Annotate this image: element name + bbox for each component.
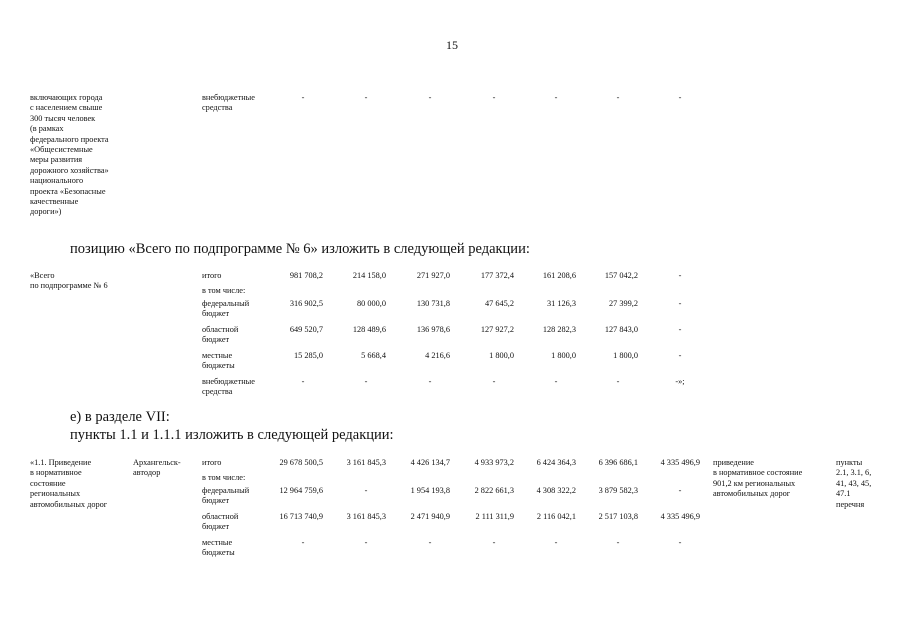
text-line: «Всего (30, 271, 55, 280)
value-cell: 271 927,0 (416, 271, 450, 280)
block3-left-cell (30, 458, 140, 510)
value-cell: 1 800,0 (613, 351, 638, 360)
value-cell: 157 042,2 (604, 271, 638, 280)
value-cell: 1 800,0 (551, 351, 576, 360)
value-cell: - (678, 486, 682, 495)
result-line: автомобильных дорог (713, 489, 791, 499)
value-cell: - (616, 538, 620, 547)
label-line: местные (202, 538, 233, 547)
value-cell: - (678, 299, 682, 308)
text-line: в нормативное (30, 468, 82, 478)
value-cell: - (428, 377, 432, 386)
items-line: 2.1, 3.1, 6, (836, 468, 872, 478)
value-cell: - (554, 377, 558, 386)
block3-items-cell (836, 458, 896, 510)
value-cell: 3 161 845,3 (346, 458, 386, 467)
text-line: автомобильных дорог (30, 499, 108, 509)
label-line: областной (202, 512, 239, 521)
block3-result-cell (713, 458, 823, 500)
text-line: (в рамках (30, 124, 64, 134)
text-line: меры развития (30, 155, 83, 165)
items-line: 47.1 (836, 489, 851, 499)
text-line: включающих города (30, 93, 103, 102)
result-line: 901,2 км региональных (713, 478, 796, 488)
value-cell: - (678, 93, 682, 102)
result-line: приведение (713, 458, 754, 467)
text-line: дорожного хозяйства» (30, 165, 109, 175)
value-cell: -»; (675, 377, 685, 386)
value-cell: 5 668,4 (361, 351, 386, 360)
value-cell: 47 645,2 (484, 299, 514, 308)
executor-line: автодор (133, 468, 161, 478)
label-line: бюджет (202, 335, 230, 345)
label-line: местные (202, 351, 233, 360)
value-cell: - (492, 538, 496, 547)
value-cell: 136 978,6 (416, 325, 450, 334)
value-cell: - (678, 538, 682, 547)
value-cell: 15 285,0 (293, 351, 323, 360)
value-cell: 1 954 193,8 (410, 486, 450, 495)
label-line: итого (202, 271, 222, 280)
label-line: итого (202, 458, 222, 467)
value-cell: 6 396 686,1 (598, 458, 638, 467)
row-label (202, 377, 282, 398)
value-cell: 80 000,0 (356, 299, 386, 308)
value-cell: 4 426 134,7 (410, 458, 450, 467)
row-label (202, 473, 282, 483)
value-cell: 1 800,0 (489, 351, 514, 360)
label-line: средства (202, 387, 233, 397)
text-line: «1.1. Приведение (30, 458, 92, 467)
label-line: федеральный (202, 486, 250, 495)
label-line: областной (202, 325, 239, 334)
items-line: пункты (836, 458, 863, 467)
result-line: в нормативное состояние (713, 468, 803, 478)
block3-executor-cell (133, 458, 203, 479)
value-cell: 3 161 845,3 (346, 512, 386, 521)
value-cell: - (492, 377, 496, 386)
value-cell: 130 731,8 (416, 299, 450, 308)
page-number: 15 (446, 38, 458, 52)
value-cell: 214 158,0 (352, 271, 386, 280)
value-cell: - (301, 93, 305, 102)
value-cell: 127 843,0 (604, 325, 638, 334)
value-cell: 128 282,3 (542, 325, 576, 334)
value-cell: 981 708,2 (289, 271, 323, 280)
value-cell: 4 335 496,9 (660, 512, 700, 521)
value-cell: 2 517 103,8 (598, 512, 638, 521)
value-cell: - (616, 93, 620, 102)
label-line: в том числе: (202, 286, 246, 295)
value-cell: 4 335 496,9 (660, 458, 700, 467)
heading-total-subprogram: позицию «Всего по подпрограмме № 6» изложить в следующей редакции: (70, 241, 530, 257)
value-cell: 2 471 940,9 (410, 512, 450, 521)
value-cell: 127 927,2 (480, 325, 514, 334)
value-cell: 4 933 973,2 (474, 458, 514, 467)
value-cell: 316 902,5 (289, 299, 323, 308)
executor-line: Архангельск- (133, 458, 181, 467)
label-line: бюджеты (202, 548, 235, 558)
label-line: бюджеты (202, 361, 235, 371)
label-line: бюджет (202, 496, 230, 506)
source-line: средства (202, 103, 233, 113)
value-cell: 177 372,4 (480, 271, 514, 280)
heading-section-vii: е) в разделе VII: (70, 409, 170, 425)
value-cell: 27 399,2 (608, 299, 638, 308)
value-cell: - (428, 538, 432, 547)
label-line: внебюджетные (202, 377, 255, 386)
text-line: дороги») (30, 207, 62, 217)
value-cell: 16 713 740,9 (279, 512, 323, 521)
text-line: с населением свыше (30, 103, 103, 113)
block1-left-cell (30, 93, 150, 218)
value-cell: 31 126,3 (546, 299, 576, 308)
text-line: состояние (30, 478, 66, 488)
value-cell: - (428, 93, 432, 102)
value-cell: - (364, 486, 368, 495)
text-line: по подпрограмме № 6 (30, 281, 108, 291)
text-line: 300 тысяч человек (30, 113, 96, 123)
value-cell: - (301, 538, 305, 547)
value-cell: - (678, 351, 682, 360)
text-line: проекта «Безопасные (30, 186, 106, 196)
text-line: национального (30, 176, 84, 186)
value-cell: 29 678 500,5 (279, 458, 323, 467)
value-cell: 4 216,6 (425, 351, 450, 360)
text-line: качественные (30, 197, 79, 207)
value-cell: 3 879 582,3 (598, 486, 638, 495)
heading-items-replace: пункты 1.1 и 1.1.1 изложить в следующей редакции: (70, 427, 394, 443)
block1-source-cell (202, 93, 282, 114)
label-line: бюджет (202, 309, 230, 319)
value-cell: 2 111 311,9 (475, 512, 514, 521)
value-cell: 2 116 042,1 (536, 512, 576, 521)
value-cell: - (616, 377, 620, 386)
value-cell: - (301, 377, 305, 386)
row-label (202, 538, 282, 559)
value-cell: - (492, 93, 496, 102)
row-label (202, 286, 282, 296)
value-cell: 649 520,7 (289, 325, 323, 334)
value-cell: 6 424 364,3 (536, 458, 576, 467)
items-line: 41, 43, 45, (836, 478, 872, 488)
value-cell: - (554, 93, 558, 102)
label-line: федеральный (202, 299, 250, 308)
label-line: в том числе: (202, 473, 246, 482)
value-cell: - (364, 538, 368, 547)
value-cell: 128 489,6 (352, 325, 386, 334)
value-cell: - (678, 325, 682, 334)
block2-left-cell (30, 271, 170, 292)
value-cell: - (554, 538, 558, 547)
value-cell: 2 822 661,3 (474, 486, 514, 495)
text-line: региональных (30, 489, 81, 499)
value-cell: 12 964 759,6 (279, 486, 323, 495)
text-line: «Общесистемные (30, 145, 93, 155)
value-cell: - (364, 93, 368, 102)
items-line: перечня (836, 499, 865, 509)
source-line: внебюджетные (202, 93, 255, 102)
value-cell: - (678, 271, 682, 280)
label-line: бюджет (202, 522, 230, 532)
value-cell: - (364, 377, 368, 386)
value-cell: 161 208,6 (542, 271, 576, 280)
value-cell: 4 308 322,2 (536, 486, 576, 495)
text-line: федерального проекта (30, 134, 109, 144)
